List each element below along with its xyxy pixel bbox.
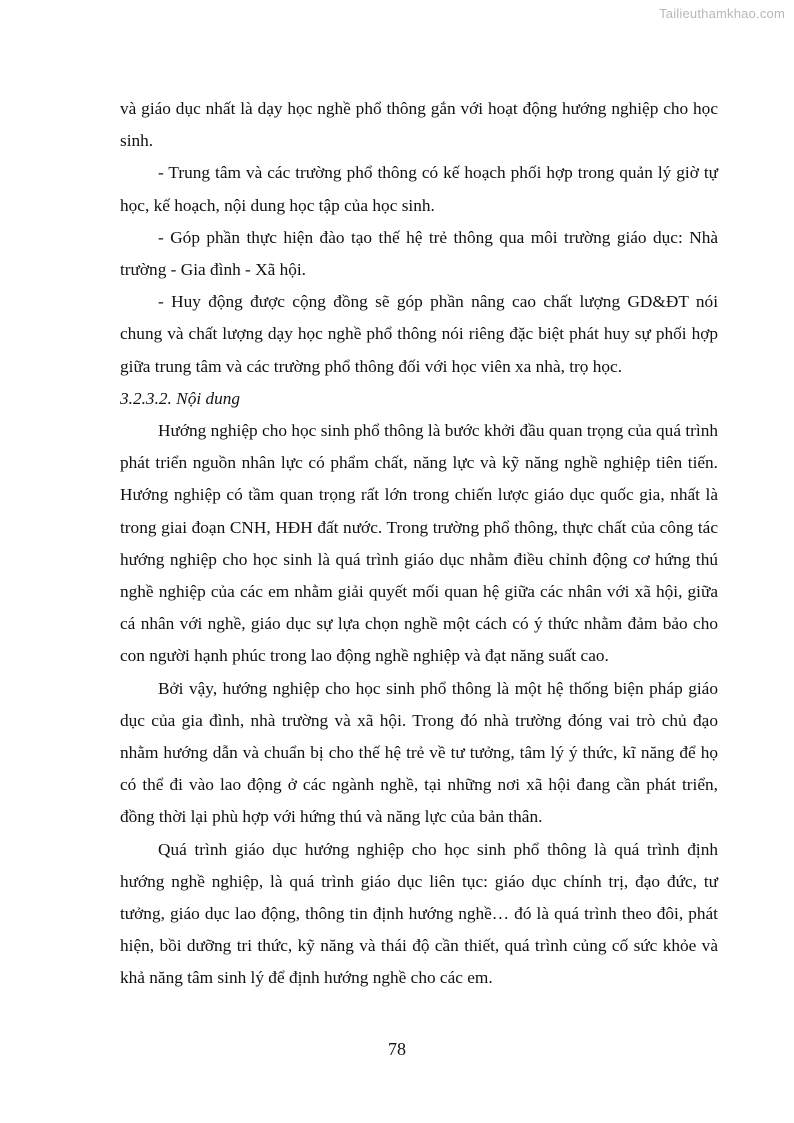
page-number: 78 [388,1039,406,1059]
body-paragraph: Bởi vậy, hướng nghiệp cho học sinh phổ thông là một hệ thống biện pháp giáo dục của gia đình, nhà trường và xã hội. Trong đó nhà trường đóng vai trò chủ đạo nhằm hướng dẫn và chuẩn bị cho thế hệ trẻ về tư tưởng, tâm lý ý thức, kĩ năng để họ có thể đi vào lao động ở các ngành nghề, tại những nơi xã hội đang cần phát triển, đồng thời lại phù hợp với hứng thú và năng lực của bản thân. [120,678,718,827]
bullet-paragraph: - Góp phần thực hiện đào tạo thế hệ trẻ thông qua môi trường giáo dục: Nhà trường - Gia đình - Xã hội. [120,227,718,280]
watermark-text: Tailieuthamkhao.com [659,6,785,21]
paragraph-continuation: và giáo dục nhất là dạy học nghề phổ thông gắn với hoạt động hướng nghiệp cho học sinh. [120,99,718,151]
body-paragraph: Hướng nghiệp cho học sinh phổ thông là bước khởi đầu quan trọng của quá trình phát triển nguồn nhân lực có phẩm chất, năng lực và kỹ năng nghề nghiệp tiên tiến. Hướng nghiệp có tầm quan trọng rất lớn trong chiến lược giáo dục quốc gia, nhất là trong giai đoạn CNH, HĐH đất nước. Trong trường phổ thông, thực chất của công tác hướng nghiệp cho học sinh là quá trình giáo dục nhằm điều chỉnh động cơ hứng thú nghề nghiệp của các em nhằm giải quyết mối quan hệ giữa các nhân với xã hội, giữa cá nhân với nghề, giáo dục sự lựa chọn nghề một cách có ý thức nhằm đảm bảo cho con người hạnh phúc trong lao động nghề nghiệp và đạt năng suất cao. [120,421,718,666]
body-paragraph: Quá trình giáo dục hướng nghiệp cho học sinh phổ thông là quá trình định hướng nghề nghiệp, là quá trình giáo dục liên tục: giáo dục chính trị, đạo đức, tư tưởng, giáo dục lao động, thông tin định hướng nghề… đó là quá trình theo đôi, phát hiện, bồi dưỡng tri thức, kỹ năng và thái độ cần thiết, quá trình củng cố sức khỏe và khả năng tâm sinh lý để định hướng nghề cho các em. [120,839,718,988]
document-body [120,93,718,995]
section-heading: 3.2.3.2. Nội dung [120,388,241,408]
bullet-paragraph: - Trung tâm và các trường phổ thông có kế hoạch phối hợp trong quản lý giờ tự học, kế hoạch, nội dung học tập của học sinh. [120,163,718,215]
bullet-paragraph: - Huy động được cộng đồng sẽ góp phần nâng cao chất lượng GD&ĐT nói chung và chất lượng dạy học nghề phổ thông nói riêng đặc biệt phát huy sự phối hợp giữa trung tâm và các trường phổ thông đối với học viên xa nhà, trọ học. [120,292,718,376]
